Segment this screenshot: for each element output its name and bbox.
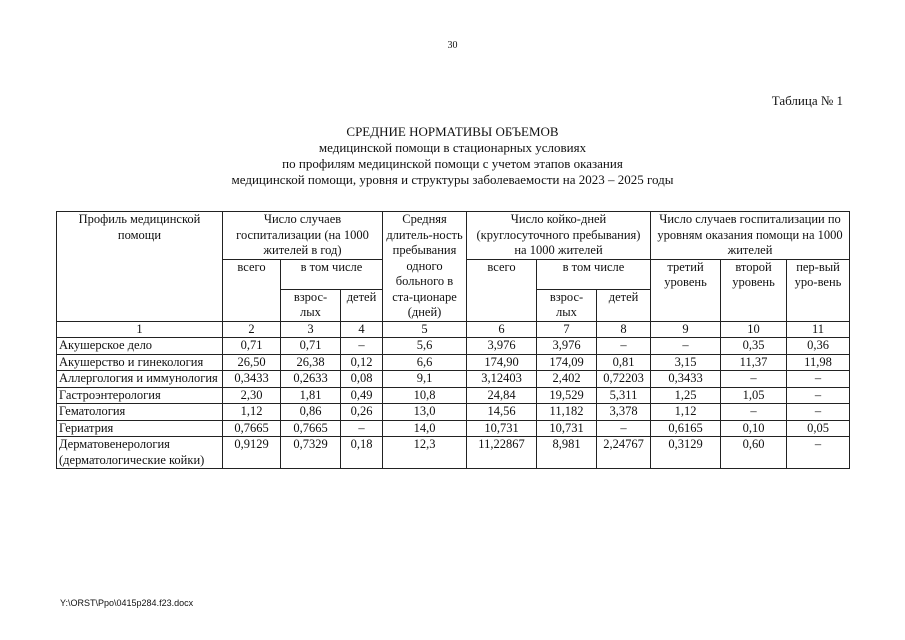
table-row xyxy=(57,437,850,469)
cell: 0,05 xyxy=(787,420,850,437)
cell: 0,36 xyxy=(787,338,850,355)
cell: 1,12 xyxy=(223,404,281,421)
row-profile: Дерматовенерология (дерматологические койки) xyxy=(57,437,223,469)
table-row xyxy=(57,338,850,355)
table-row xyxy=(57,371,850,388)
column-number: 2 xyxy=(223,321,281,338)
cell: 1,81 xyxy=(281,387,341,404)
header-hosp-incl: в том числе xyxy=(281,259,383,289)
cell: 174,90 xyxy=(467,354,537,371)
header-bed-incl: в том числе xyxy=(537,259,651,289)
table-row xyxy=(57,387,850,404)
header-levels: Число случаев госпитализации по уровням оказания помощи на 1000 жителей xyxy=(651,212,850,260)
header-hosp-total: всего xyxy=(223,259,281,321)
header-hosp-cases: Число случаев госпитализации (на 1000 жителей в год) xyxy=(223,212,383,260)
row-profile: Гематология xyxy=(57,404,223,421)
cell: 0,49 xyxy=(341,387,383,404)
cell: 0,86 xyxy=(281,404,341,421)
table-label: Таблица № 1 xyxy=(771,93,843,108)
header-bed-total: всего xyxy=(467,259,537,321)
row-profile: Гастроэнтерология xyxy=(57,387,223,404)
cell: 1,05 xyxy=(721,387,787,404)
column-number: 3 xyxy=(281,321,341,338)
cell: 0,3433 xyxy=(223,371,281,388)
table-row xyxy=(57,420,850,437)
cell: 8,981 xyxy=(537,437,597,469)
cell: 1,12 xyxy=(651,404,721,421)
cell: 0,9129 xyxy=(223,437,281,469)
table-row xyxy=(57,404,850,421)
table-row xyxy=(57,354,850,371)
header-level2: второй уровень xyxy=(721,259,787,321)
cell: 2,402 xyxy=(537,371,597,388)
cell: – xyxy=(597,338,651,355)
row-profile: Гериатрия xyxy=(57,420,223,437)
cell: 0,10 xyxy=(721,420,787,437)
cell: 13,0 xyxy=(383,404,467,421)
cell: – xyxy=(787,387,850,404)
cell: – xyxy=(721,371,787,388)
norms-table xyxy=(56,211,850,469)
cell: 26,50 xyxy=(223,354,281,371)
cell: 0,72203 xyxy=(597,371,651,388)
cell: 0,18 xyxy=(341,437,383,469)
title-line-4: медицинской помощи, уровня и структуры заболеваемости на 2023 – 2025 годы xyxy=(231,172,674,187)
title-line-2: медицинской помощи в стационарных условиях xyxy=(318,140,587,155)
cell: – xyxy=(721,404,787,421)
column-number: 11 xyxy=(787,321,850,338)
header-hosp-adults: взрос-лых xyxy=(281,289,341,321)
cell: 0,3129 xyxy=(651,437,721,469)
column-number: 9 xyxy=(651,321,721,338)
cell: 24,84 xyxy=(467,387,537,404)
table-title xyxy=(0,124,905,188)
column-number-row xyxy=(57,321,850,338)
column-number: 10 xyxy=(721,321,787,338)
cell: 6,6 xyxy=(383,354,467,371)
cell: 0,7329 xyxy=(281,437,341,469)
cell: 19,529 xyxy=(537,387,597,404)
cell: 2,24767 xyxy=(597,437,651,469)
cell: – xyxy=(341,338,383,355)
cell: 10,731 xyxy=(537,420,597,437)
cell: – xyxy=(787,371,850,388)
header-hosp-children: детей xyxy=(341,289,383,321)
cell: 10,731 xyxy=(467,420,537,437)
row-profile: Акушерство и гинекология xyxy=(57,354,223,371)
cell: 11,22867 xyxy=(467,437,537,469)
table-body xyxy=(57,338,850,469)
cell: – xyxy=(787,404,850,421)
cell: 3,976 xyxy=(467,338,537,355)
cell: – xyxy=(787,437,850,469)
cell: 11,98 xyxy=(787,354,850,371)
cell: 0,12 xyxy=(341,354,383,371)
header-bed-days: Число койко-дней (круглосуточного пребывания) на 1000 жителей xyxy=(467,212,651,260)
column-number: 8 xyxy=(597,321,651,338)
header-level3: третий уровень xyxy=(651,259,721,321)
column-number: 5 xyxy=(383,321,467,338)
column-number: 1 xyxy=(57,321,223,338)
cell: 0,08 xyxy=(341,371,383,388)
header-bed-children: детей xyxy=(597,289,651,321)
cell: 9,1 xyxy=(383,371,467,388)
column-number: 4 xyxy=(341,321,383,338)
cell: 0,60 xyxy=(721,437,787,469)
cell: 10,8 xyxy=(383,387,467,404)
cell: 11,37 xyxy=(721,354,787,371)
cell: 2,30 xyxy=(223,387,281,404)
page-number: 30 xyxy=(447,40,458,51)
cell: 3,15 xyxy=(651,354,721,371)
cell: 5,311 xyxy=(597,387,651,404)
cell: 14,0 xyxy=(383,420,467,437)
cell: 3,976 xyxy=(537,338,597,355)
header-profile: Профиль медицинской помощи xyxy=(57,212,223,322)
row-profile: Аллергология и иммунология xyxy=(57,371,223,388)
cell: 0,3433 xyxy=(651,371,721,388)
cell: 0,26 xyxy=(341,404,383,421)
cell: 0,6165 xyxy=(651,420,721,437)
cell: 26,38 xyxy=(281,354,341,371)
cell: 0,35 xyxy=(721,338,787,355)
cell: – xyxy=(341,420,383,437)
cell: 1,25 xyxy=(651,387,721,404)
cell: 0,7665 xyxy=(281,420,341,437)
column-number: 7 xyxy=(537,321,597,338)
cell: 0,7665 xyxy=(223,420,281,437)
cell: 0,2633 xyxy=(281,371,341,388)
header-bed-adults: взрос-лых xyxy=(537,289,597,321)
cell: 0,81 xyxy=(597,354,651,371)
cell: 0,71 xyxy=(223,338,281,355)
cell: 12,3 xyxy=(383,437,467,469)
row-profile: Акушерское дело xyxy=(57,338,223,355)
title-line-1: СРЕДНИЕ НОРМАТИВЫ ОБЪЕМОВ xyxy=(346,124,559,139)
cell: 3,378 xyxy=(597,404,651,421)
cell: – xyxy=(597,420,651,437)
column-number: 6 xyxy=(467,321,537,338)
cell: 0,71 xyxy=(281,338,341,355)
cell: 174,09 xyxy=(537,354,597,371)
header-level1: пер-вый уро-вень xyxy=(787,259,850,321)
file-path-footer: Y:\ORST\Ppo\0415p284.f23.docx xyxy=(60,598,194,608)
cell: 3,12403 xyxy=(467,371,537,388)
cell: – xyxy=(651,338,721,355)
header-avg-length: Средняя длитель-ность пребывания одного больного в ста-ционаре (дней) xyxy=(383,212,467,322)
cell: 11,182 xyxy=(537,404,597,421)
title-line-3: по профилям медицинской помощи с учетом этапов оказания xyxy=(282,156,623,171)
cell: 14,56 xyxy=(467,404,537,421)
cell: 5,6 xyxy=(383,338,467,355)
